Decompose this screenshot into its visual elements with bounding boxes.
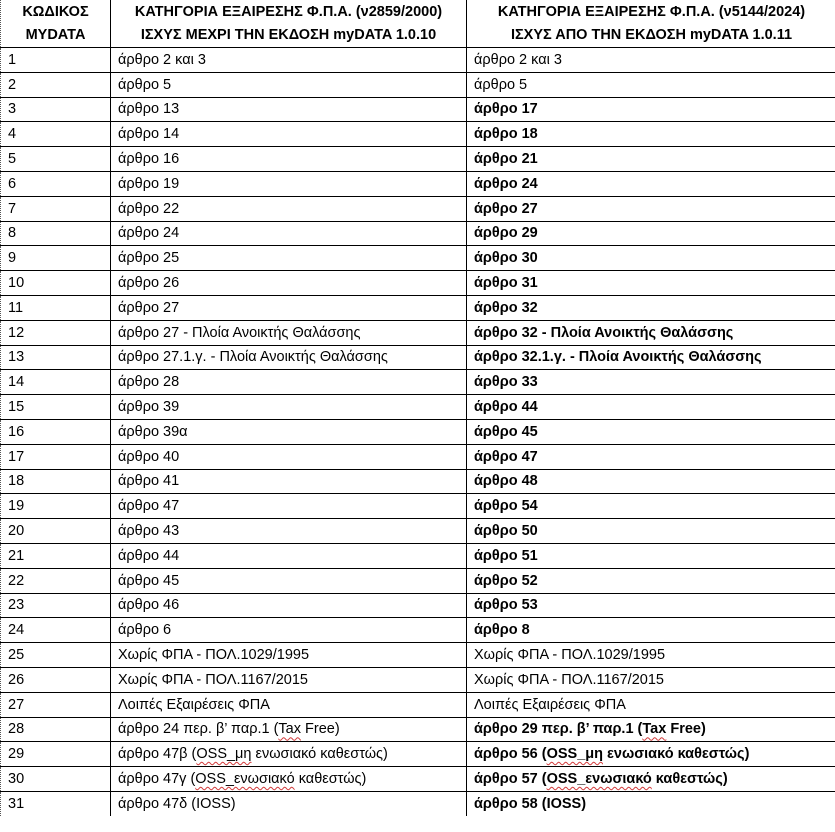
cell-old-category: άρθρο 5 bbox=[111, 72, 467, 97]
table-row bbox=[1, 692, 835, 717]
table-row bbox=[1, 543, 835, 568]
header-code bbox=[1, 0, 111, 48]
cell-text-part: άρθρο 29 περ. β’ παρ.1 ( bbox=[474, 721, 643, 738]
table-row bbox=[1, 791, 835, 815]
header-new-line1: ΚΑΤΗΓΟΡΙΑ ΕΞΑΙΡΕΣΗΣ Φ.Π.Α. (ν5144/2024) bbox=[497, 3, 806, 20]
cell-old-category: άρθρο 41 bbox=[111, 469, 467, 494]
table-row bbox=[1, 295, 835, 320]
table-row bbox=[1, 196, 835, 221]
cell-old-category: άρθρο 24 bbox=[111, 221, 467, 246]
cell-code: 17 bbox=[1, 444, 111, 469]
cell-new-category: άρθρο 50 bbox=[467, 519, 835, 544]
cell-new-category: άρθρο 32 - Πλοία Ανοικτής Θαλάσσης bbox=[467, 320, 835, 345]
table-row bbox=[1, 271, 835, 296]
table-row bbox=[1, 568, 835, 593]
table-row bbox=[1, 370, 835, 395]
cell-code: 13 bbox=[1, 345, 111, 370]
cell-new-category: άρθρο 17 bbox=[467, 97, 835, 122]
cell-code: 15 bbox=[1, 395, 111, 420]
cell-old-category bbox=[111, 742, 467, 767]
cell-new-category: άρθρο 44 bbox=[467, 395, 835, 420]
cell-code: 28 bbox=[1, 717, 111, 742]
table-row bbox=[1, 345, 835, 370]
cell-new-category: άρθρο 52 bbox=[467, 568, 835, 593]
cell-old-category: άρθρο 28 bbox=[111, 370, 467, 395]
table-row bbox=[1, 767, 835, 792]
header-new-line2: ΙΣΧΥΣ ΑΠΟ ΤΗΝ ΕΚΔΟΣΗ myDATA 1.0.11 bbox=[510, 26, 793, 43]
table-row bbox=[1, 221, 835, 246]
table-row bbox=[1, 444, 835, 469]
cell-new-category: άρθρο 51 bbox=[467, 543, 835, 568]
table-row bbox=[1, 742, 835, 767]
header-code-line1: ΚΩΔΙΚΟΣ bbox=[22, 3, 89, 20]
table-row bbox=[1, 48, 835, 73]
cell-text-part: άρθρο 24 περ. β’ παρ.1 ( bbox=[118, 721, 279, 738]
table-row bbox=[1, 717, 835, 742]
cell-text-part: άρθρο 47γ ( bbox=[118, 771, 196, 787]
table-row bbox=[1, 593, 835, 618]
cell-code: 27 bbox=[1, 692, 111, 717]
header-old-category bbox=[111, 0, 467, 48]
cell-new-category bbox=[467, 742, 835, 767]
cell-code: 2 bbox=[1, 72, 111, 97]
cell-code: 20 bbox=[1, 519, 111, 544]
table-row bbox=[1, 494, 835, 519]
cell-new-category: άρθρο 32.1.γ. - Πλοία Ανοικτής Θαλάσσης bbox=[467, 345, 835, 370]
cell-code: 9 bbox=[1, 246, 111, 271]
cell-new-category: άρθρο 31 bbox=[467, 271, 835, 296]
cell-old-category: άρθρο 44 bbox=[111, 543, 467, 568]
table-row bbox=[1, 122, 835, 147]
cell-new-category: άρθρο 53 bbox=[467, 593, 835, 618]
cell-new-category: άρθρο 24 bbox=[467, 171, 835, 196]
cell-text-part: άρθρο 57 ( bbox=[474, 771, 547, 787]
cell-code: 7 bbox=[1, 196, 111, 221]
cell-text-part: Free) bbox=[300, 721, 340, 738]
cell-code: 4 bbox=[1, 122, 111, 147]
cell-new-category bbox=[467, 717, 835, 742]
cell-old-category bbox=[111, 717, 467, 742]
header-old-line2: ΙΣΧΥΣ ΜΕΧΡΙ ΤΗΝ ΕΚΔΟΣΗ myDATA 1.0.10 bbox=[140, 26, 437, 43]
table-body bbox=[1, 48, 835, 816]
table-header bbox=[1, 0, 835, 48]
cell-new-category: άρθρο 30 bbox=[467, 246, 835, 271]
header-old-line1: ΚΑΤΗΓΟΡΙΑ ΕΞΑΙΡΕΣΗΣ Φ.Π.Α. (ν2859/2000) bbox=[134, 3, 443, 20]
table-row bbox=[1, 147, 835, 172]
cell-old-category: άρθρο 2 και 3 bbox=[111, 48, 467, 73]
cell-new-category: άρθρο 33 bbox=[467, 370, 835, 395]
cell-code: 29 bbox=[1, 742, 111, 767]
cell-old-category: άρθρο 45 bbox=[111, 568, 467, 593]
table-row bbox=[1, 246, 835, 271]
cell-old-category: άρθρο 43 bbox=[111, 519, 467, 544]
spellcheck-flagged-text: OSS_ενωσιακό bbox=[195, 771, 295, 787]
cell-new-category: άρθρο 27 bbox=[467, 196, 835, 221]
cell-old-category: άρθρο 27.1.γ. - Πλοία Ανοικτής Θαλάσσης bbox=[111, 345, 467, 370]
cell-old-category: άρθρο 40 bbox=[111, 444, 467, 469]
cell-old-category: Χωρίς ΦΠΑ - ΠΟΛ.1029/1995 bbox=[111, 643, 467, 668]
cell-new-category: άρθρο 21 bbox=[467, 147, 835, 172]
cell-text-part: ενωσιακό καθεστώς) bbox=[251, 746, 388, 763]
cell-old-category: άρθρο 26 bbox=[111, 271, 467, 296]
cell-old-category: άρθρο 39α bbox=[111, 419, 467, 444]
cell-old-category: Λοιπές Εξαιρέσεις ΦΠΑ bbox=[111, 692, 467, 717]
cell-old-category bbox=[111, 767, 467, 792]
cell-code: 24 bbox=[1, 618, 111, 643]
cell-text-part: άρθρο 47β ( bbox=[118, 746, 197, 763]
cell-old-category: άρθρο 46 bbox=[111, 593, 467, 618]
cell-new-category: άρθρο 48 bbox=[467, 469, 835, 494]
cell-new-category: άρθρο 47 bbox=[467, 444, 835, 469]
cell-code: 12 bbox=[1, 320, 111, 345]
cell-old-category: άρθρο 6 bbox=[111, 618, 467, 643]
cell-text-part: Free) bbox=[666, 721, 706, 738]
cell-new-category: άρθρο 2 και 3 bbox=[467, 48, 835, 73]
cell-code: 11 bbox=[1, 295, 111, 320]
header-code-line2: MYDATA bbox=[25, 26, 86, 43]
cell-old-category: Χωρίς ΦΠΑ - ΠΟΛ.1167/2015 bbox=[111, 667, 467, 692]
cell-code: 21 bbox=[1, 543, 111, 568]
cell-new-category: Χωρίς ΦΠΑ - ΠΟΛ.1029/1995 bbox=[467, 643, 835, 668]
cell-old-category: άρθρο 19 bbox=[111, 171, 467, 196]
table-row bbox=[1, 643, 835, 668]
cell-old-category: άρθρο 47δ (IOSS) bbox=[111, 791, 467, 815]
table-row bbox=[1, 469, 835, 494]
cell-code: 19 bbox=[1, 494, 111, 519]
cell-code: 10 bbox=[1, 271, 111, 296]
cell-code: 6 bbox=[1, 171, 111, 196]
cell-code: 1 bbox=[1, 48, 111, 73]
spellcheck-flagged-text: OSS_μη bbox=[196, 746, 252, 763]
cell-new-category: άρθρο 18 bbox=[467, 122, 835, 147]
cell-old-category: άρθρο 39 bbox=[111, 395, 467, 420]
table-row bbox=[1, 395, 835, 420]
cell-new-category: άρθρο 32 bbox=[467, 295, 835, 320]
cell-old-category: άρθρο 13 bbox=[111, 97, 467, 122]
table-row bbox=[1, 171, 835, 196]
cell-new-category: άρθρο 29 bbox=[467, 221, 835, 246]
spellcheck-flagged-text: Tax bbox=[278, 721, 301, 738]
cell-old-category: άρθρο 14 bbox=[111, 122, 467, 147]
table-row bbox=[1, 97, 835, 122]
cell-code: 23 bbox=[1, 593, 111, 618]
cell-old-category: άρθρο 27 - Πλοία Ανοικτής Θαλάσσης bbox=[111, 320, 467, 345]
spellcheck-flagged-text: OSS_ενωσιακό bbox=[546, 771, 652, 787]
cell-new-category: άρθρο 54 bbox=[467, 494, 835, 519]
cell-new-category bbox=[467, 767, 835, 792]
cell-text-part: καθεστώς) bbox=[294, 771, 367, 787]
cell-code: 16 bbox=[1, 419, 111, 444]
spellcheck-flagged-text: Tax bbox=[642, 721, 667, 738]
cell-code: 22 bbox=[1, 568, 111, 593]
cell-code: 14 bbox=[1, 370, 111, 395]
cell-code: 3 bbox=[1, 97, 111, 122]
table-row bbox=[1, 519, 835, 544]
cell-old-category: άρθρο 47 bbox=[111, 494, 467, 519]
cell-code: 8 bbox=[1, 221, 111, 246]
cell-new-category: Λοιπές Εξαιρέσεις ΦΠΑ bbox=[467, 692, 835, 717]
table-row bbox=[1, 618, 835, 643]
cell-code: 31 bbox=[1, 791, 111, 815]
cell-new-category: Χωρίς ΦΠΑ - ΠΟΛ.1167/2015 bbox=[467, 667, 835, 692]
cell-old-category: άρθρο 25 bbox=[111, 246, 467, 271]
cell-new-category: άρθρο 45 bbox=[467, 419, 835, 444]
cell-code: 18 bbox=[1, 469, 111, 494]
table-row bbox=[1, 667, 835, 692]
cell-new-category: άρθρο 58 (IOSS) bbox=[467, 791, 835, 815]
cell-code: 25 bbox=[1, 643, 111, 668]
cell-old-category: άρθρο 16 bbox=[111, 147, 467, 172]
cell-text-part: άρθρο 56 ( bbox=[474, 746, 547, 763]
cell-code: 5 bbox=[1, 147, 111, 172]
table-row bbox=[1, 320, 835, 345]
cell-code: 30 bbox=[1, 767, 111, 792]
table-row bbox=[1, 419, 835, 444]
cell-new-category: άρθρο 5 bbox=[467, 72, 835, 97]
cell-old-category: άρθρο 27 bbox=[111, 295, 467, 320]
cell-new-category: άρθρο 8 bbox=[467, 618, 835, 643]
header-new-category bbox=[467, 0, 835, 48]
spellcheck-flagged-text: OSS_μη bbox=[546, 746, 603, 763]
cell-old-category: άρθρο 22 bbox=[111, 196, 467, 221]
header-row bbox=[1, 0, 835, 48]
cell-text-part: ενωσιακό καθεστώς) bbox=[603, 746, 750, 763]
table-row bbox=[1, 72, 835, 97]
cell-text-part: καθεστώς) bbox=[651, 771, 728, 787]
cell-code: 26 bbox=[1, 667, 111, 692]
